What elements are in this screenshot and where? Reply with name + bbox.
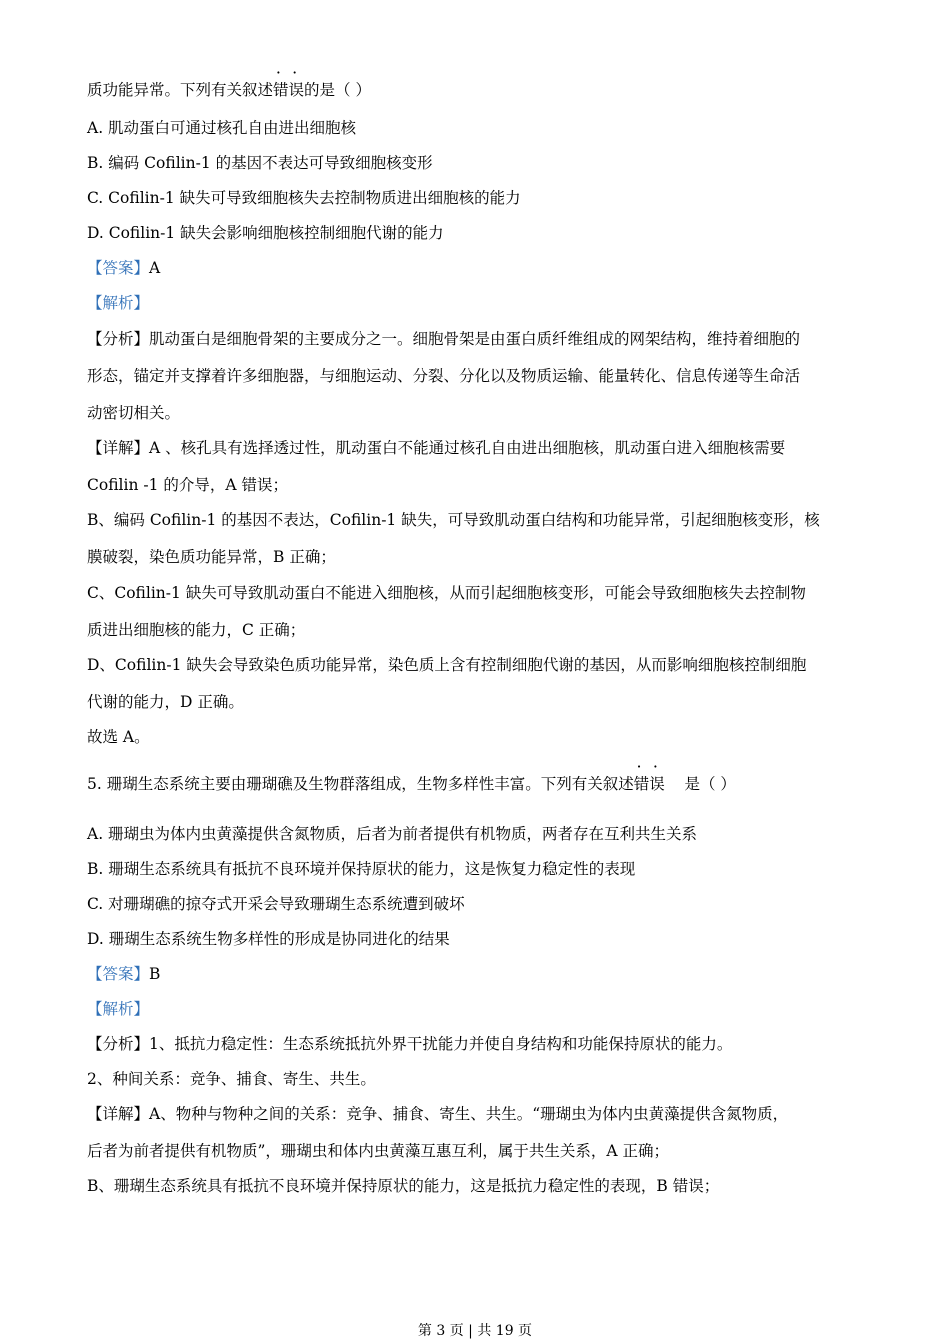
q4-xiangjie-line-1: 【详解】A 、核孔具有选择透过性，肌动蛋白不能通过核孔自由进出细胞核，肌动蛋白进入细胞核需要 [87,439,786,457]
q5-option-a: A. 珊瑚虫为体内虫黄藻提供含氮物质，后者为前者提供有机物质，两者存在互利共生关系 [87,825,698,843]
q5-fenxi-line-2: 2、种间关系：竞争、捕食、寄生、共生。 [87,1070,376,1088]
q5-option-c: C. 对珊瑚礁的掠夺式开采会导致珊瑚生态系统遭到破坏 [87,895,465,913]
q5-stem: 5. 珊瑚生态系统主要由珊瑚礁及生物群落组成，生物多样性丰富。下列有关叙述· · 错误 是（ ） [87,773,736,795]
xiangjie-tag: 【详解】 [87,439,150,457]
fenxi-tag: 【分析】 [87,1035,150,1053]
q4-conclusion: 故选 A。 [87,728,150,746]
q5-xiangjie-line-1: 【详解】A、物种与物种之间的关系：竞争、捕食、寄生、共生。“珊瑚虫为体内虫黄藻提供含氮物质， [87,1105,789,1123]
q4-fenxi-line-2: 形态，锚定并支撑着许多细胞器，与细胞运动、分裂、分化以及物质运输、能量转化、信息传递等生命活 [87,367,801,385]
q5-option-b: B. 珊瑚生态系统具有抵抗不良环境并保持原状的能力，这是恢复力稳定性的表现 [87,860,636,878]
q4-option-c: C. Cofilin-1 缺失可导致细胞核失去控制物质进出细胞核的能力 [87,189,521,207]
q4-xiangjie-line-2: Cofilin -1 的介导，A 错误； [87,476,289,494]
q4-option-a: A. 肌动蛋白可通过核孔自由进出细胞核 [87,119,357,137]
q4-answer: 【答案】A [87,259,161,277]
q4-analysis-tag: 【解析】 [87,294,150,312]
q4-xiangjie-line-8: 代谢的能力，D 正确。 [87,693,244,711]
q4-fenxi-line-3: 动密切相关。 [87,404,181,422]
q4-xiangjie-line-5: C、Cofilin-1 缺失可导致肌动蛋白不能进入细胞核，从而引起细胞核变形，可能会导致细胞核失去控制物 [87,584,806,602]
page-footer: 第 3 页 | 共 19 页 [417,1323,533,1339]
q4-option-d: D. Cofilin-1 缺失会影响细胞核控制细胞代谢的能力 [87,224,444,242]
q5-option-d: D. 珊瑚生态系统生物多样性的形成是协同进化的结果 [87,930,450,948]
q5-analysis-tag: 【解析】 [87,1000,150,1018]
q5-answer: 【答案】B [87,965,161,983]
emphasis-dots: · · 错误 [634,773,665,795]
q4-option-b: B. 编码 Cofilin-1 的基因不表达可导致细胞核变形 [87,154,433,172]
q5-fenxi-line-1: 【分析】1、抵抗力稳定性：生态系统抵抗外界干扰能力并使自身结构和功能保持原状的能力。 [87,1035,733,1053]
q4-xiangjie-line-7: D、Cofilin-1 缺失会导致染色质功能异常，染色质上含有控制细胞代谢的基因，从而影响细胞核控制细胞 [87,656,807,674]
q4-xiangjie-line-3: B、编码 Cofilin-1 的基因不表达，Cofilin-1 缺失，可导致肌动蛋白结构和功能异常，引起细胞核变形，核 [87,511,820,529]
q5-xiangjie-line-2: 后者为前者提供有机物质”，珊瑚虫和体内虫黄藻互惠互利，属于共生关系，A 正确； [87,1142,670,1160]
q4-fenxi-line-1: 【分析】肌动蛋白是细胞骨架的主要成分之一。细胞骨架是由蛋白质纤维组成的网架结构，维持着细胞的 [87,330,801,348]
answer-tag: 【答案】 [87,965,150,983]
answer-tag: 【答案】 [87,259,150,277]
q4-xiangjie-line-6: 质进出细胞核的能力，C 正确； [87,621,306,639]
q5-xiangjie-line-3: B、珊瑚生态系统具有抵抗不良环境并保持原状的能力，这是抵抗力稳定性的表现，B 错误； [87,1177,720,1195]
xiangjie-tag: 【详解】 [87,1105,150,1123]
q4-xiangjie-line-4: 膜破裂，染色质功能异常，B 正确； [87,548,336,566]
q4-stem: 质功能异常。下列有关叙述· · 错误的是（ ） [87,79,371,101]
fenxi-tag: 【分析】 [87,330,150,348]
emphasis-dots: · · 错误 [273,79,304,101]
